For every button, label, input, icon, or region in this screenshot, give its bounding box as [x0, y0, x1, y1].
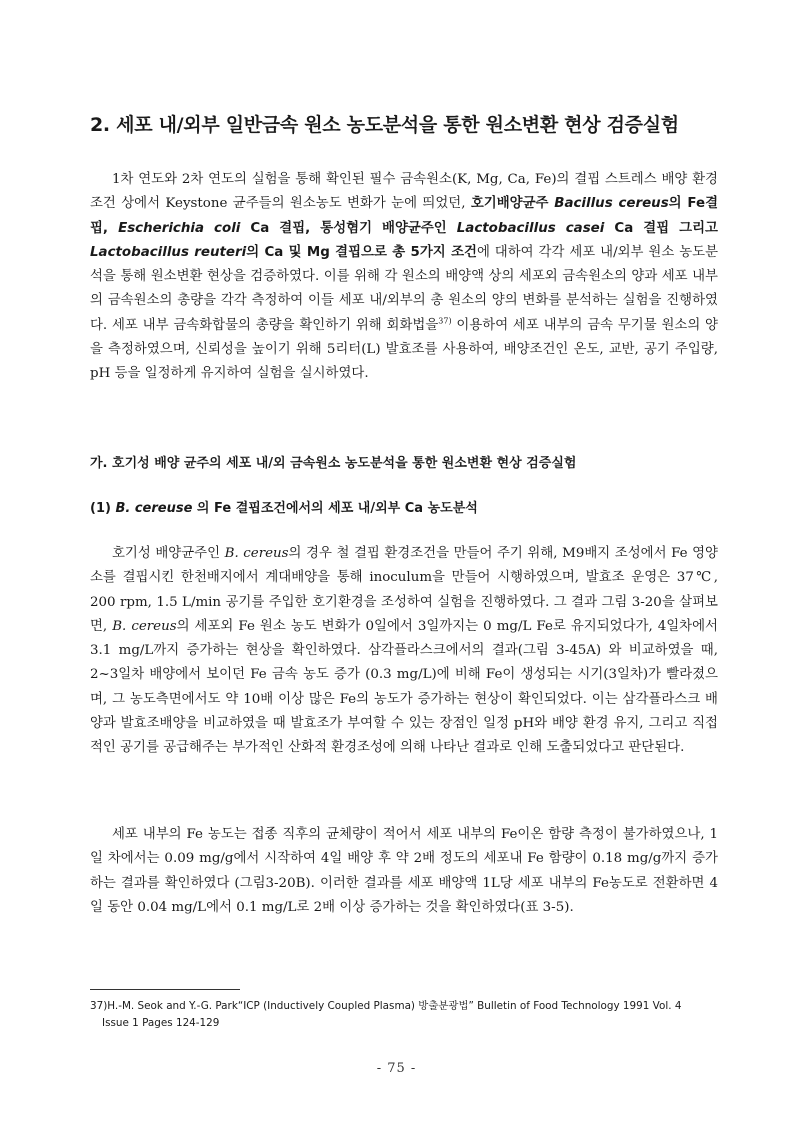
intro-bold-4: Ca 결핍 그리고 — [604, 220, 718, 236]
section-heading: 2. 세포 내/외부 일반금속 원소 농도분석을 통한 원소변환 현상 검증실험 — [90, 114, 679, 136]
species-lactobacillus-reuteri: Lactobacillus reuteri — [90, 244, 247, 260]
results-species-2: B. cereus — [112, 618, 177, 634]
intro-paragraph — [90, 168, 718, 387]
intro-text-1: 1차 연도와 2차 연도의 실험을 통해 확인된 필수 금속원소(K, Mg, Ca, Fe)의 결핍 스트레스 배양 환경조건 상에서 Keystone 균주들의 원소농도 변화가 눈에 띄었던, — [90, 172, 718, 212]
footnote-divider — [90, 989, 240, 990]
subsubsection-heading — [90, 497, 478, 516]
results-text-3: 의 세포외 Fe 원소 농도 변화가 0일에서 3일까지는 0 mg/L Fe로 유지되었다가, 4일차에서 3.1 mg/L까지 증가하는 현상을 확인하였다. 삼각플라스크에서의 결과(그림 3-45A) 와 비교하였을 때, 2~3일차 배양에서 보이던 Fe 금속 농도 증가 (0.3 mg/L)에 비해 Fe이 생성되는 시기(3일차)가 빨라졌으며, 그 농도측면에서도 약 10배 이상 많은 Fe의 농도가 증가하는 현상이 확인되었다. 이는 삼각플라스크 배양과 발효조배양을 비교하였을 때 발효조가 부여할 수 있는 장점인 일정 pH와 배양 환경 유지, 그리고 직접적인 공기를 공급해주는 부가적인 산화적 환경조성에 의해 나타난 결과로 인해 도출되었다고 판단된다. — [90, 618, 718, 756]
results-text-2: 의 경우 철 결핍 환경조건을 만들어 주기 위해, M9배지 조성에서 Fe 영양소를 결핍시킨 한천배지에서 계대배양을 통해 inoculum을 만들어 시행하였으며, 발효조 운영은 37℃, 200 rpm, 1.5 L/min 공기를 주입한 호기환경을 조성하여 실험을 진행하였다. 그 결과 그림 3-20을 살펴보면, — [90, 546, 718, 634]
footnote-line-1: 37)H.-M. Seok and Y.-G. Park“ICP (Inductively Coupled Plasma) 방출분광법” Bulletin of Food Technology 1991 Vol. 4 — [90, 1000, 682, 1012]
subsubsection-number: (1) — [90, 501, 116, 516]
results-species-1: B. cereus — [224, 546, 289, 561]
intro-bold-3: Ca 결핍, 통성혐기 배양균주인 — [240, 220, 457, 236]
intro-bold-5: 의 Ca 및 Mg 결핍으로 총 5가지 조건 — [246, 244, 477, 260]
intro-text-3: 이용하여 세포 내부의 금속 무기물 원소의 양을 측정하였으며, 신뢰성을 높이기 위해 5리터(L) 발효조를 사용하여, 배양조건인 온도, 교반, 공기 주입량, pH 등을 일정하게 유지하여 실험을 실시하였다. — [90, 317, 718, 382]
footnote — [90, 998, 720, 1031]
species-escherichia-coli: Escherichia coli — [118, 220, 241, 236]
intro-bold-1: 호기배양균주 — [470, 196, 555, 212]
species-lactobacillus-casei: Lactobacillus casei — [456, 220, 605, 236]
subsection-heading: 가. 호기성 배양 균주의 세포 내/외 금속원소 농도분석을 통한 원소변환 현상 검증실험 — [90, 456, 577, 471]
subsubsection-species: B. cereuse — [115, 501, 193, 516]
footnote-line-2: Issue 1 Pages 124-129 — [102, 1016, 220, 1029]
results-paragraph — [90, 542, 718, 761]
intracellular-paragraph: 세포 내부의 Fe 농도는 접종 직후의 균체량이 적어서 세포 내부의 Fe이온 함량 측정이 불가하였으나, 1일 차에서는 0.09 mg/g에서 시작하여 4일 배양 후 약 2배 정도의 세포내 Fe 함량이 0.18 mg/g까지 증가하는 결과를 확인하였다 (그림3-20B). 이러한 결과를 세포 배양액 1L당 세포 내부의 Fe농도로 전환하면 4일 동안 0.04 mg/L에서 0.1 mg/L로 2배 이상 증가하는 것을 확인하였다(표 3-5). — [90, 827, 718, 915]
footnote-ref: 37) — [438, 316, 452, 326]
subsubsection-title: 의 Fe 결핍조건에서의 세포 내/외부 Ca 농도분석 — [192, 501, 478, 516]
page-number: - 75 - — [376, 1061, 417, 1076]
species-bacillus-cereus: Bacillus cereus — [554, 196, 669, 212]
results-text-1: 호기성 배양균주인 — [112, 546, 225, 561]
intro-text-2: 에 대하여 각각 세포 내/외부 원소 농도분석을 통해 원소변환 현상을 검증하였다. 이를 위해 각 원소의 배양액 상의 세포외 금속원소의 양과 세포 내부의 금속원소의 총량을 각각 측정하여 이들 세포 내/외부의 총 원소의 양의 변화를 분석하는 실험을 진행하였다. 세포 내부 금속화합물의 총량을 확인하기 위해 회화법을 — [90, 244, 719, 333]
intro-bold-2: 의 Fe결핍, — [90, 196, 719, 236]
